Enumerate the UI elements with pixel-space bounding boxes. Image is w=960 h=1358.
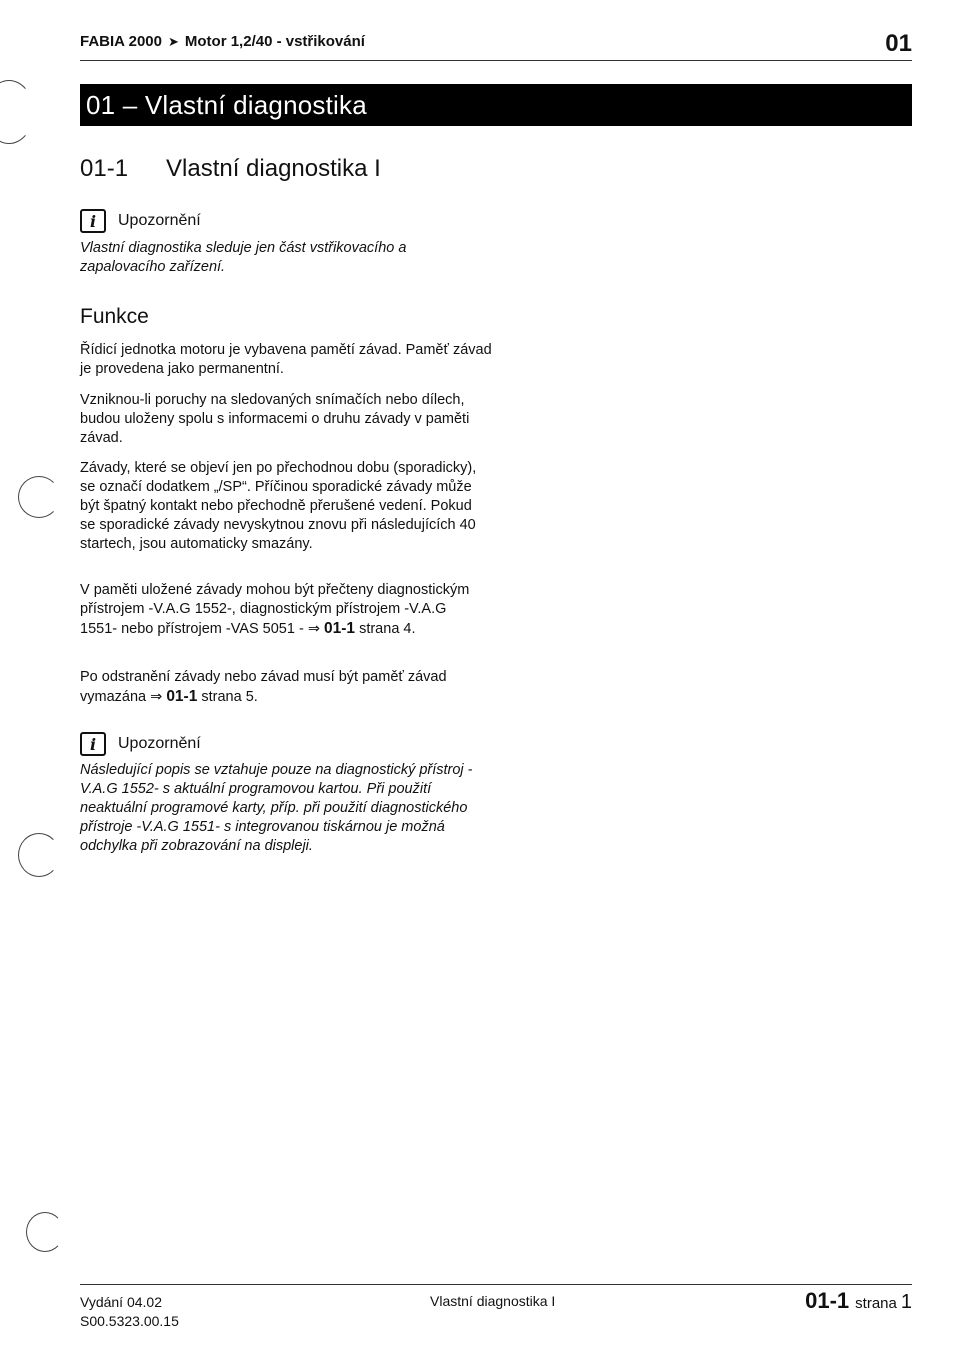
footer-left: [80, 1293, 179, 1331]
page-header: [80, 30, 912, 58]
header-model: FABIA 2000: [80, 33, 162, 50]
section-banner-title: 01 – Vlastní diagnostika: [86, 90, 367, 120]
functions-paragraph-3: Závady, které se objeví jen po přechodnou dobu (sporadicky), se označí dodatkem „/SP“. Příčinou sporadické závady může být špatný kontakt nebo přechodně přerušené vedení. Pokud se sporadické závady nevyskytnou znovu při následujících 40 startech, jsou automaticky smazány.: [80, 460, 477, 552]
arrow-double-right-icon: ⇒: [150, 689, 163, 705]
header-chapter: 01: [885, 30, 912, 57]
footer-doc-number: S00.5323.00.15: [80, 1313, 179, 1329]
note-1-header: [80, 208, 201, 234]
binder-hole-icon: [18, 833, 60, 877]
note-2-label: Upozornění: [118, 735, 201, 752]
footer-section: Vlastní diagnostika I: [430, 1293, 556, 1309]
subsection-number: 01-1: [80, 155, 129, 182]
functions-paragraph-5: [80, 668, 500, 707]
p4-text: V paměti uložené závady mohou být přečteny diagnostickým přístrojem -V.A.G 1552-, diagnostickým přístrojem -V.A.G 1551- nebo přístrojem -VAS 5051 -: [80, 582, 470, 637]
binder-hole-icon: [0, 80, 34, 144]
subsection-title: Vlastní diagnostika I: [166, 155, 381, 182]
binder-hole-icon: [26, 1212, 64, 1252]
footer-page-number: 1: [900, 1291, 912, 1313]
p4-reference[interactable]: 01-1: [324, 620, 356, 637]
note-2-text: Následující popis se vztahuje pouze na diagnostický přístroj -V.A.G 1552- s aktuální programovou kartou. Při použití neaktuální programové karty, příp. při použití diagnostického přístroje -V.A.G 1551- s integrovanou tiskárnou je možná odchylka při zobrazování na displeji.: [80, 762, 473, 854]
subsection-heading: [80, 155, 381, 183]
footer-page-word: strana: [855, 1295, 897, 1312]
footer-page-indicator: [805, 1288, 912, 1314]
binder-hole-icon: [18, 476, 60, 518]
footer-page-code: 01-1: [805, 1288, 850, 1313]
p5-reference[interactable]: 01-1: [166, 688, 198, 705]
note-2-header: [80, 731, 201, 757]
arrow-double-right-icon: ⇒: [307, 621, 320, 637]
info-icon: i: [80, 732, 106, 756]
header-engine: Motor 1,2/40 - vstřikování: [184, 33, 365, 50]
footer-divider: [80, 1284, 912, 1285]
note-1-text: Vlastní diagnostika sleduje jen část vstřikovacího a zapalovacího zařízení.: [80, 240, 407, 275]
footer-edition: Vydání 04.02: [80, 1294, 162, 1310]
note-1-label: Upozornění: [118, 212, 201, 229]
functions-paragraph-4: [80, 581, 485, 639]
functions-title: Funkce: [80, 305, 149, 328]
arrow-right-icon: ➤: [167, 34, 179, 49]
info-icon: i: [80, 209, 106, 233]
functions-paragraph-1: Řídicí jednotka motoru je vybavena pamětí závad. Paměť závad je provedena jako permanentní.: [80, 342, 492, 377]
header-divider: [80, 60, 912, 61]
section-banner: [80, 84, 912, 126]
p5-text: Po odstranění závady nebo závad musí být paměť závad vymazána: [80, 669, 447, 705]
functions-paragraph-2: Vzniknou-li poruchy na sledovaných snímačích nebo dílech, budou uloženy spolu s informacemi o druhu závady v paměti závad.: [80, 392, 470, 446]
p4-page: strana 4.: [359, 621, 416, 637]
p5-page: strana 5.: [201, 689, 258, 705]
header-breadcrumb: [80, 33, 365, 50]
